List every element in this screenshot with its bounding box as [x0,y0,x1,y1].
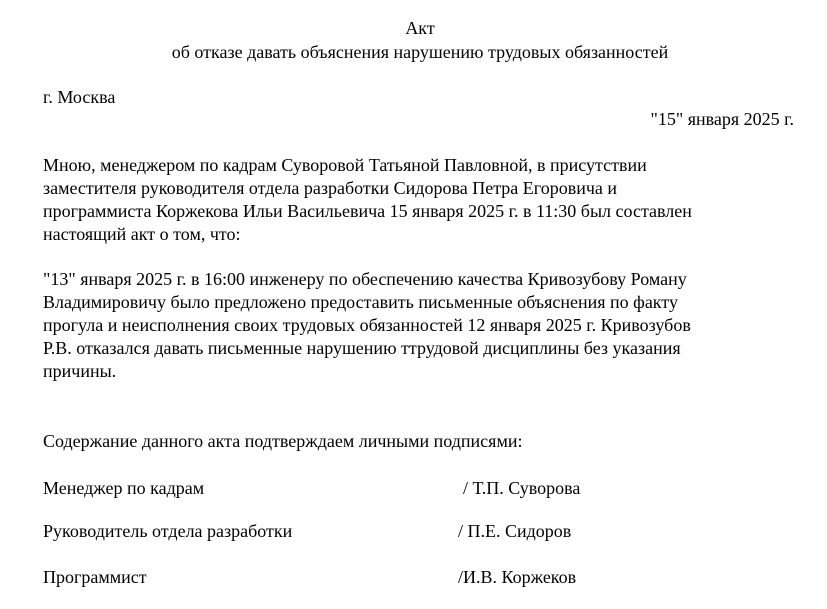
document-date: "15" января 2025 г. [650,109,794,129]
signature-role-dev-head: Руководитель отдела разработки [43,521,293,541]
document-city: г. Москва [43,87,116,107]
paragraph-line: Владимировичу было предложено предоставить письменные объяснения по факту [43,292,678,312]
paragraph-line: прогула и неисполнения своих трудовых обязанностей 12 января 2025 г. Кривозубов [43,315,691,335]
paragraph-line: Р.В. отказался давать письменные нарушению ттрудовой дисциплины без указания [43,338,681,358]
paragraph-line: программиста Коржекова Ильи Васильевича 15 января 2025 г. в 11:30 был составлен [43,201,692,221]
signature-role-programmer: Программист [43,567,147,587]
paragraph-line: настоящий акт о том, что: [43,224,241,244]
intro-paragraph [43,154,803,246]
paragraph-line: причины. [43,361,117,381]
confirmation-text: Содержание данного акта подтверждаем личными подписями: [43,431,523,451]
document-title: Акт [405,18,435,38]
paragraph-line: заместителя руководителя отдела разработки Сидорова Петра Егоровича и [43,178,618,198]
incident-paragraph [43,268,803,383]
signature-name-hr-manager: / Т.П. Суворова [463,478,581,498]
signature-role-hr-manager: Менеджер по кадрам [43,478,205,498]
signature-name-programmer: /И.В. Коржеков [458,567,577,587]
paragraph-line: "13" января 2025 г. в 16:00 инженеру по обеспечению качества Кривозубову Роману [43,269,687,289]
signature-name-dev-head: / П.Е. Сидоров [458,521,572,541]
paragraph-line: Мною, менеджером по кадрам Суворовой Татьяной Павловной, в присутствии [43,155,647,175]
document-subtitle: об отказе давать объяснения нарушению трудовых обязанностей [171,42,669,62]
